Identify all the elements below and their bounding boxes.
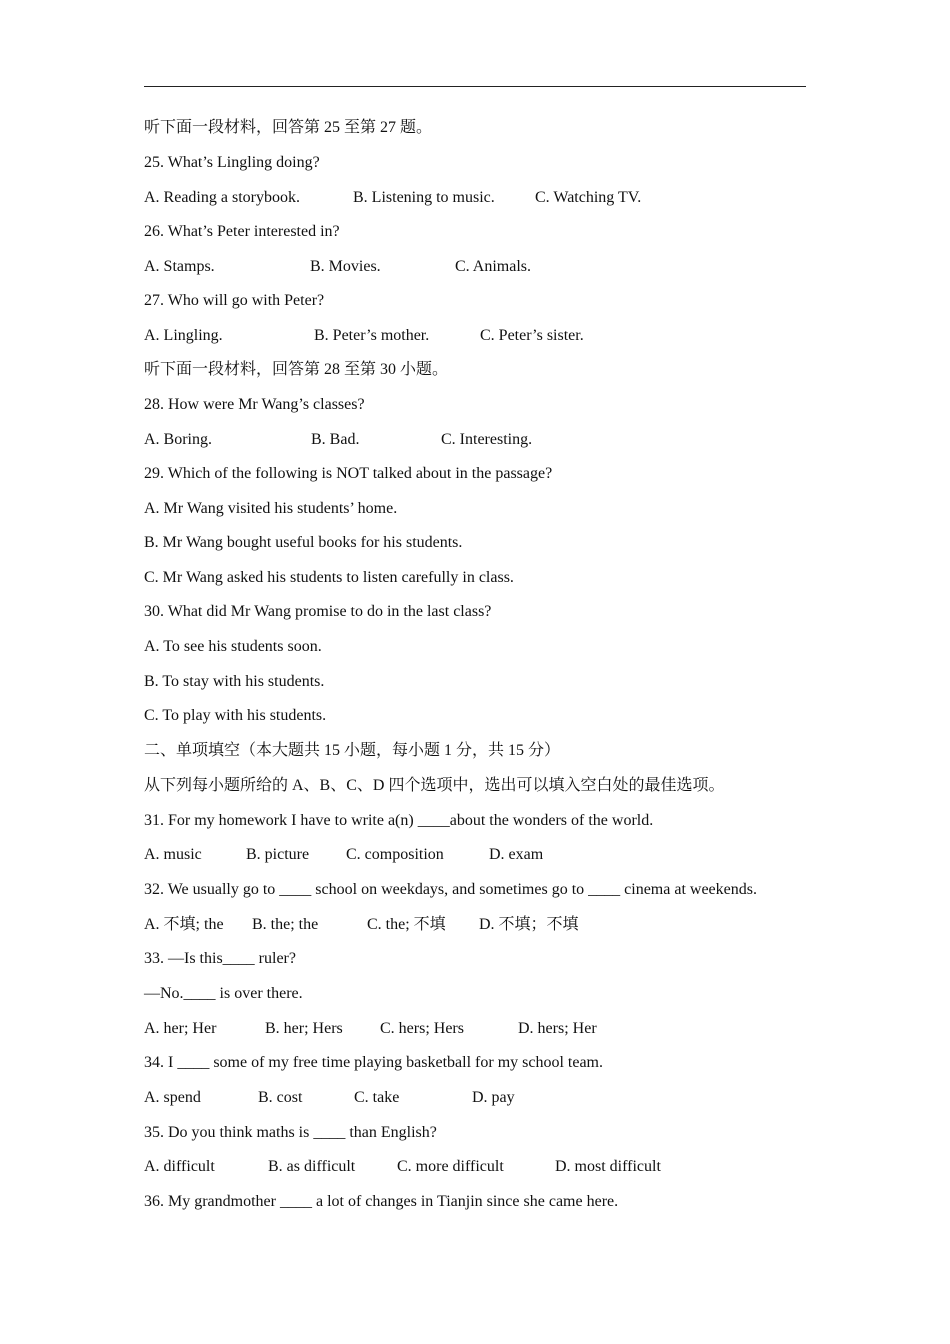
option-34-b: B. cost [258,1089,303,1106]
options-28 [144,428,533,452]
question-29: 29. Which of the following is NOT talked about in the passage? [144,465,553,482]
option-33-a: A. her; Her [144,1020,217,1037]
question-30: 30. What did Mr Wang promise to do in the last class? [144,603,492,620]
options-33 [144,1017,597,1041]
option-32-d: D. 不填；不填 [479,916,579,933]
option-31-a: A. music [144,846,202,863]
option-34-d: D. pay [472,1089,515,1106]
question-34: 34. I ____ some of my free time playing basketball for my school team. [144,1054,603,1071]
option-26-a: A. Stamps. [144,258,215,275]
question-33: 33. —Is this____ ruler? [144,950,296,967]
option-31-d: D. exam [489,846,544,863]
option-35-d: D. most difficult [555,1158,661,1175]
option-30-b: B. To stay with his students. [144,673,325,690]
option-28-c: C. Interesting. [441,431,533,448]
section-instruction-25-27: 听下面一段材料，回答第 25 至第 27 题。 [144,119,433,136]
option-26-c: C. Animals. [455,258,532,275]
question-31: 31. For my homework I have to write a(n) ____about the wonders of the world. [144,812,654,829]
option-29-c: C. Mr Wang asked his students to listen carefully in class. [144,569,514,586]
header-rule [144,86,806,87]
question-32: 32. We usually go to ____ school on weekdays, and sometimes go to ____ cinema at weekends. [144,881,757,898]
option-25-b: B. Listening to music. [353,189,495,206]
option-28-a: A. Boring. [144,431,212,448]
option-33-c: C. hers; Hers [380,1020,464,1037]
option-32-c: C. the; 不填 [367,916,446,933]
option-31-c: C. composition [346,846,444,863]
options-26 [144,255,532,279]
option-33-d: D. hers; Her [518,1020,597,1037]
option-27-c: C. Peter’s sister. [480,327,584,344]
option-27-b: B. Peter’s mother. [314,327,430,344]
option-33-b: B. her; Hers [265,1020,343,1037]
option-28-b: B. Bad. [311,431,360,448]
option-27-a: A. Lingling. [144,327,223,344]
option-35-c: C. more difficult [397,1158,504,1175]
options-32 [144,913,579,937]
question-26: 26. What’s Peter interested in? [144,223,340,240]
question-36: 36. My grandmother ____ a lot of changes in Tianjin since she came here. [144,1193,619,1210]
section-heading-single-choice: 二、单项填空（本大题共 15 小题，每小题 1 分，共 15 分） [144,742,561,759]
options-34 [144,1086,515,1110]
option-35-b: B. as difficult [268,1158,356,1175]
options-27 [144,324,584,348]
options-25 [144,186,642,210]
option-32-b: B. the; the [252,916,319,933]
option-31-b: B. picture [246,846,310,863]
section-instruction-31-45: 从下列每小题所给的 A、B、C、D 四个选项中，选出可以填入空白处的最佳选项。 [144,777,725,794]
option-25-a: A. Reading a storybook. [144,189,300,206]
option-32-a: A. 不填; the [144,916,224,933]
option-30-c: C. To play with his students. [144,707,327,724]
question-25: 25. What’s Lingling doing? [144,154,320,171]
option-30-a: A. To see his students soon. [144,638,322,655]
question-35: 35. Do you think maths is ____ than English? [144,1124,437,1141]
option-29-b: B. Mr Wang bought useful books for his students. [144,534,463,551]
option-35-a: A. difficult [144,1158,215,1175]
option-26-b: B. Movies. [310,258,381,275]
question-33-reply: —No.____ is over there. [144,985,303,1002]
option-34-a: A. spend [144,1089,201,1106]
option-25-c: C. Watching TV. [535,189,642,206]
options-35 [144,1155,661,1179]
option-34-c: C. take [354,1089,400,1106]
question-27: 27. Who will go with Peter? [144,292,325,309]
question-28: 28. How were Mr Wang’s classes? [144,396,365,413]
option-29-a: A. Mr Wang visited his students’ home. [144,500,398,517]
section-instruction-28-30: 听下面一段材料，回答第 28 至第 30 小题。 [144,361,449,378]
options-31 [144,843,544,867]
